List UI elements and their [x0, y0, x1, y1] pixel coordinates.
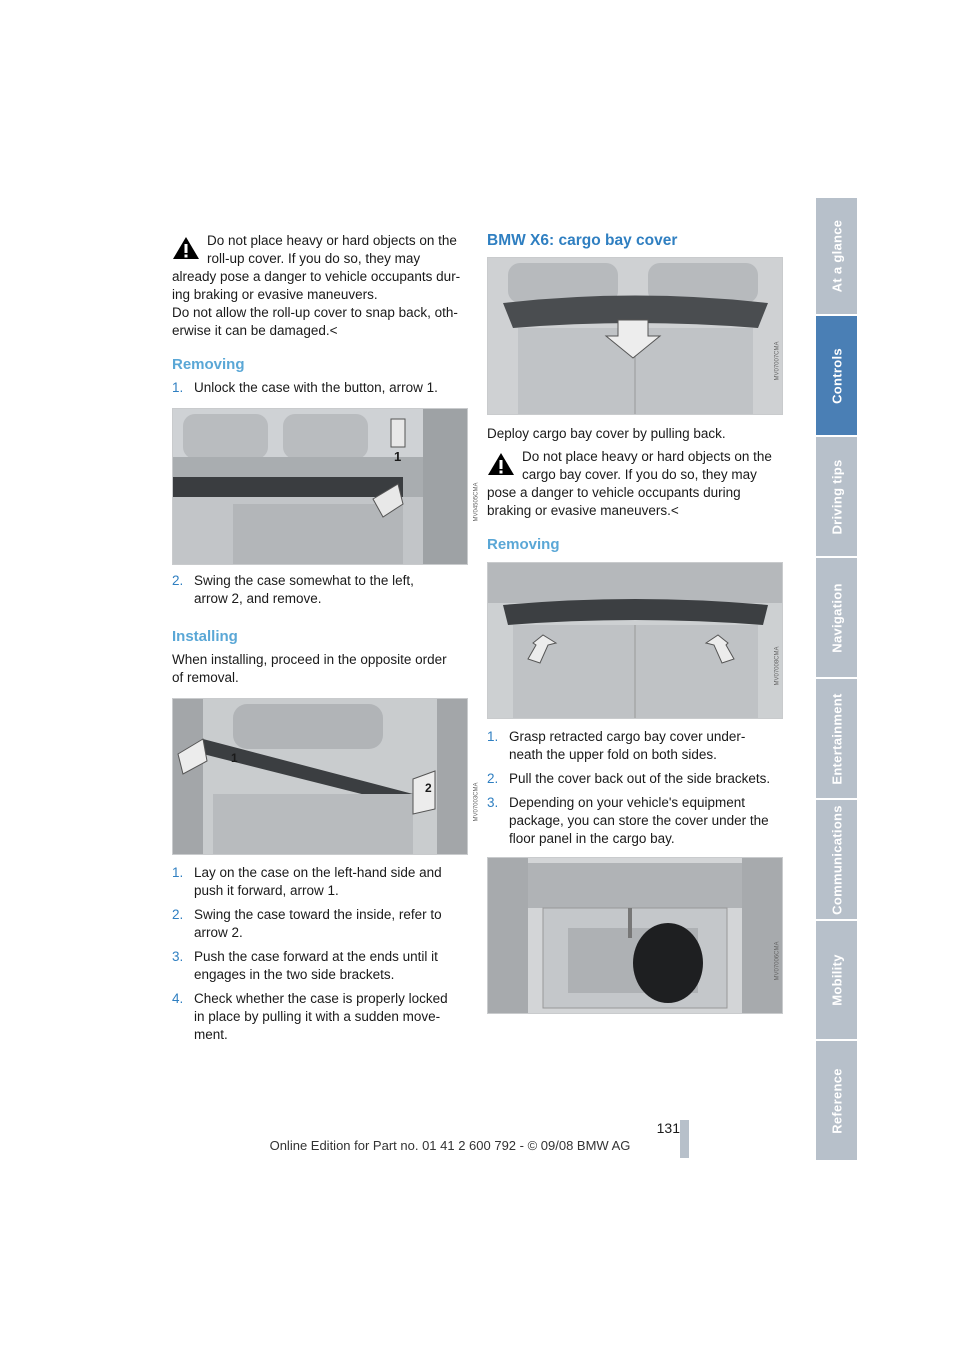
list-item: 2. Swing the case somewhat to the left, arrow 2, and remove.: [172, 573, 414, 606]
footer-edition: Online Edition for Part no. 01 41 2 600 792 - © 09/08 BMW AG: [269, 1138, 631, 1153]
installing-intro-line-1: When installing, proceed in the opposite order: [172, 652, 447, 667]
image-code: MV07007CMA: [774, 341, 781, 381]
removing-photo: [172, 408, 480, 565]
warning-line-2: cargo bay cover. If you do so, they may: [522, 467, 757, 482]
list-item: 4. Check whether the case is properly locked in place by pulling it with a sudden move- ment.: [172, 991, 448, 1042]
warning-line-4: ing braking or evasive maneuvers.: [172, 287, 378, 302]
warning-line-3: already pose a danger to vehicle occupants dur-: [172, 269, 461, 284]
list-item: 1. Unlock the case with the button, arrow 1.: [172, 380, 438, 395]
warning-line-1: Do not place heavy or hard objects on the: [207, 233, 457, 248]
removing-steps: [487, 728, 787, 854]
warning-line-4: braking or evasive maneuvers.<: [487, 503, 679, 518]
list-item: 3. Depending on your vehicle's equipment package, you can store the cover under the floor panel in the cargo bay.: [487, 795, 769, 846]
removing-heading: Removing: [487, 536, 560, 553]
list-item: 2. Pull the cover back out of the side brackets.: [487, 771, 771, 786]
list-item: 1. Grasp retracted cargo bay cover under- neath the upper fold on both sides.: [487, 729, 746, 762]
removing-heading: Removing: [172, 356, 245, 373]
image-code: MV07003CMA: [473, 782, 480, 822]
installing-heading: Installing: [172, 628, 238, 645]
image-callout-1: 1: [394, 449, 402, 464]
cargo-cover-photo: [487, 257, 783, 415]
sidebar-tab-at-a-glance[interactable]: At a glance: [816, 198, 857, 316]
cargo-floor-photo: [487, 857, 783, 1014]
sidebar-tab-navigation[interactable]: Navigation: [816, 558, 857, 679]
sidebar-tab-reference[interactable]: Reference: [816, 1041, 857, 1162]
image-code: MV07006CMA: [774, 941, 781, 981]
warning-line-1: Do not place heavy or hard objects on the: [522, 449, 772, 464]
image-callout-1: 1: [231, 751, 238, 765]
page-number: 131: [656, 1120, 680, 1136]
sidebar-tab-entertainment[interactable]: Entertainment: [816, 679, 857, 800]
deploy-text: Deploy cargo bay cover by pulling back.: [487, 426, 726, 441]
warning-icon: [487, 452, 515, 476]
warning-icon: [172, 236, 200, 260]
list-item: 1. Lay on the case on the left-hand side and push it forward, arrow 1.: [172, 865, 442, 898]
page-marker: [680, 1120, 689, 1158]
sidebar-tab-driving-tips[interactable]: Driving tips: [816, 437, 857, 558]
removing-photo: [487, 562, 783, 719]
warning-line-2: roll-up cover. If you do so, they may: [207, 251, 421, 266]
installing-photo: [172, 698, 480, 855]
warning-line-3: pose a danger to vehicle occupants during: [487, 485, 741, 500]
warning-line-5: Do not allow the roll-up cover to snap back, oth-: [172, 305, 458, 320]
installing-steps: [172, 864, 472, 1050]
image-code: MV04505CMA: [473, 482, 480, 522]
image-callout-2: 2: [425, 781, 432, 795]
section-title: BMW X6: cargo bay cover: [487, 232, 678, 249]
sidebar-tab-mobility[interactable]: Mobility: [816, 921, 857, 1041]
list-item: 3. Push the case forward at the ends until it engages in the two side brackets.: [172, 949, 438, 982]
sidebar-tab-controls[interactable]: Controls: [816, 316, 857, 437]
installing-intro-line-2: of removal.: [172, 670, 239, 685]
list-item: 2. Swing the case toward the inside, refer to arrow 2.: [172, 907, 442, 940]
sidebar-tab-communications[interactable]: Communications: [816, 800, 857, 921]
warning-line-6: erwise it can be damaged.<: [172, 323, 338, 338]
image-code: MV07008CMA: [774, 646, 781, 686]
